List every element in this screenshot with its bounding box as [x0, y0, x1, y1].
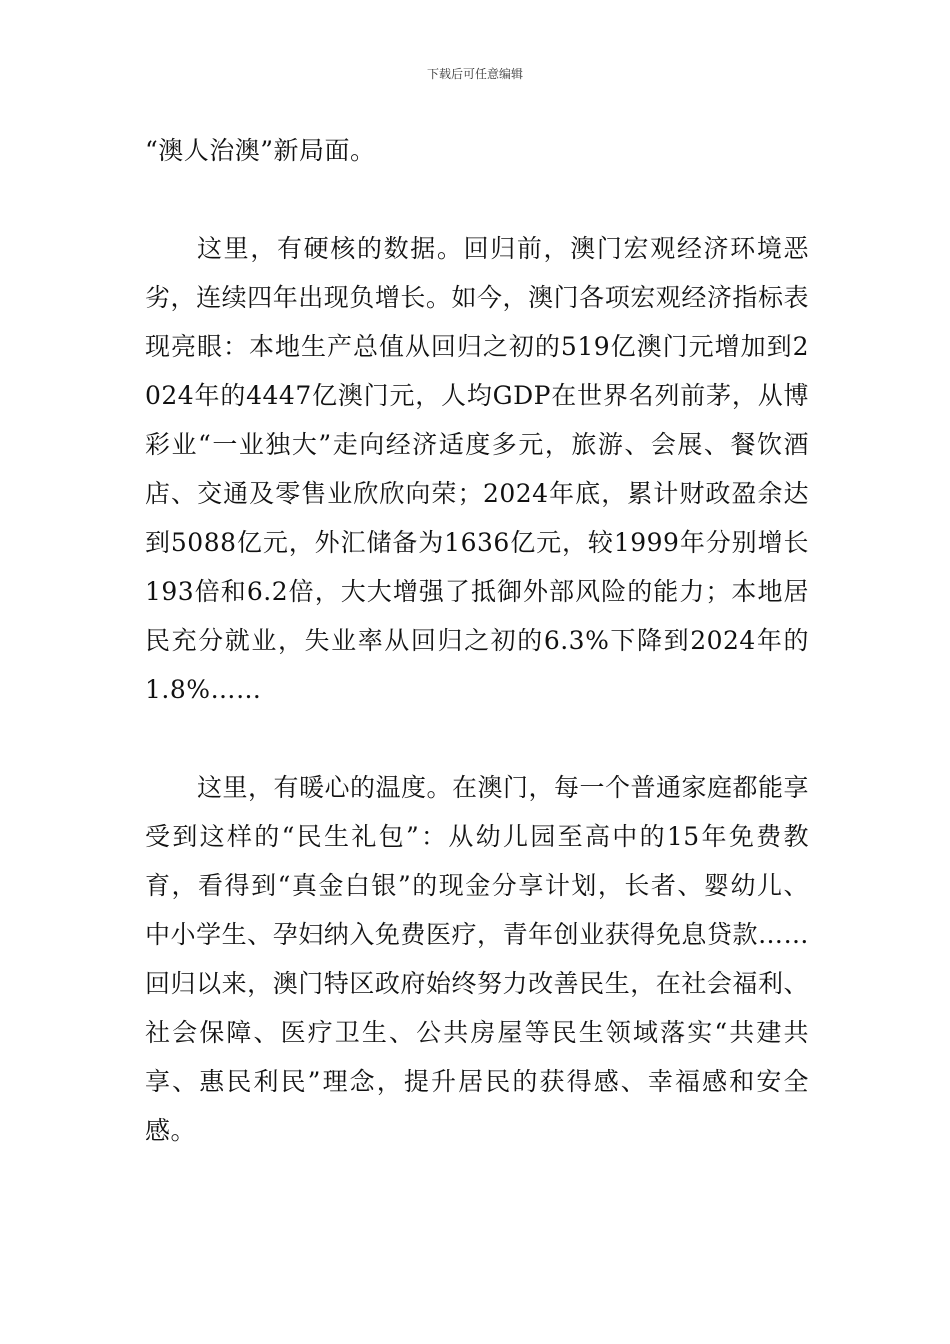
header-note: 下载后可任意编辑 [426, 67, 523, 81]
paragraph-economic-data: 这里，有硬核的数据。回归前，澳门宏观经济环境恶劣，连续四年出现负增长。如今，澳门各项宏观经济指标表现亮眼：本地生产总值从回归之初的519亿澳门元增加到2024年的4447亿澳门元，人均GDP在世界名列前茅，从博彩业“一业独大”走向经济适度多元，旅游、会展、餐饮酒店、交通及零售业欣欣向荣；2024年底，累计财政盈余达到5088亿元，外汇储备为1636亿元，较1999年分别增长193倍和6.2倍，大大增强了抵御外部风险的能力；本地居民充分就业，失业率从回归之初的6.3%下降到2024年的1.8%…… [145, 234, 809, 704]
document-body [145, 126, 809, 1155]
paragraph-gap [145, 175, 809, 224]
paragraph-livelihood: 这里，有暖心的温度。在澳门，每一个普通家庭都能享受到这样的“民生礼包”：从幼儿园至高中的15年免费教育，看得到“真金白银”的现金分享计划，长者、婴幼儿、中小学生、孕妇纳入免费医疗，青年创业获得免息贷款……回归以来，澳门特区政府始终努力改善民生，在社会福利、社会保障、医疗卫生、公共房屋等民生领域落实“共建共享、惠民利民”理念，提升居民的获得感、幸福感和安全感。 [145, 773, 810, 1145]
paragraph-gap [145, 714, 809, 763]
paragraph-continuation: “澳人治澳”新局面。 [145, 136, 376, 165]
